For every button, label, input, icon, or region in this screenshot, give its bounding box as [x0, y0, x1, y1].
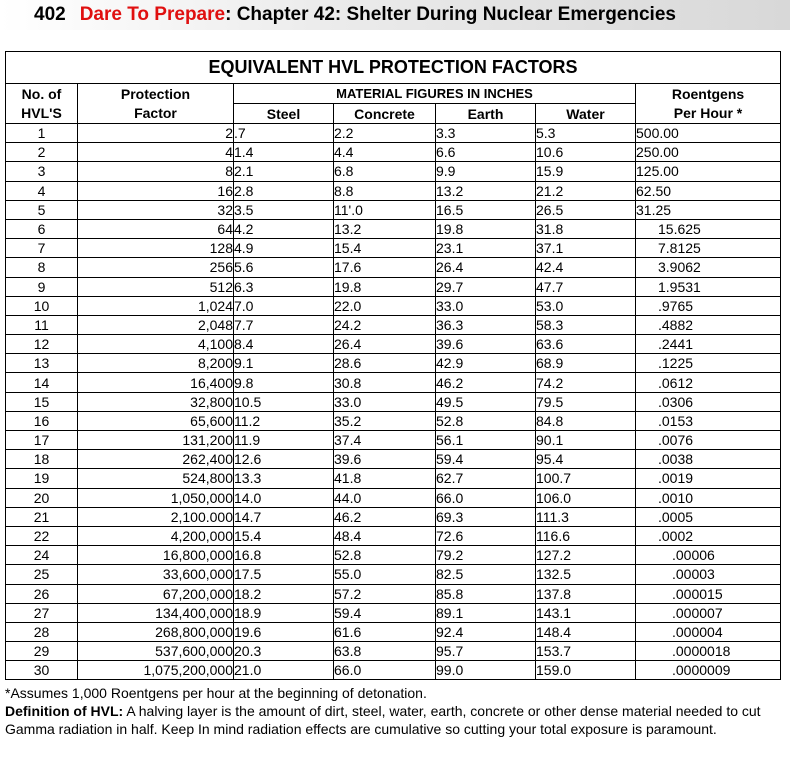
cell-water: 47.7: [536, 277, 636, 296]
cell-earth: 69.3: [436, 507, 536, 526]
table-row: [6, 354, 781, 373]
cell-roentgens: 7.8125: [636, 239, 781, 258]
cell-roentgens: .0000018: [636, 642, 781, 661]
table-row: [6, 315, 781, 334]
cell-earth: 92.4: [436, 622, 536, 641]
cell-earth: 66.0: [436, 488, 536, 507]
cell-roentgens: .2441: [636, 335, 781, 354]
cell-earth: 59.4: [436, 450, 536, 469]
cell-roentgens: .0076: [636, 431, 781, 450]
cell-roentgens: 1.9531: [636, 277, 781, 296]
cell-hvl-count: 7: [6, 239, 78, 258]
cell-water: 132.5: [536, 565, 636, 584]
col-header-pf-line2: Factor: [134, 104, 177, 121]
cell-steel: 13.3: [234, 469, 334, 488]
cell-roentgens: .00003: [636, 565, 781, 584]
cell-protection-factor: 1,024: [78, 296, 234, 315]
cell-earth: 49.5: [436, 392, 536, 411]
cell-steel: 6.3: [234, 277, 334, 296]
table-row: [6, 335, 781, 354]
cell-protection-factor: 128: [78, 239, 234, 258]
table-row: [6, 162, 781, 181]
col-header-earth: Earth: [436, 104, 536, 124]
cell-concrete: 6.8: [334, 162, 436, 181]
cell-steel: 1.4: [234, 143, 334, 162]
footer-notes: [5, 684, 795, 738]
cell-hvl-count: 2: [6, 143, 78, 162]
cell-hvl-count: 3: [6, 162, 78, 181]
cell-concrete: 63.8: [334, 642, 436, 661]
cell-earth: 33.0: [436, 296, 536, 315]
cell-concrete: 41.8: [334, 469, 436, 488]
table-row: [6, 642, 781, 661]
cell-concrete: 26.4: [334, 335, 436, 354]
cell-water: 116.6: [536, 526, 636, 545]
cell-steel: 11.2: [234, 411, 334, 430]
cell-steel: 14.7: [234, 507, 334, 526]
col-header-no-line1: No. of: [21, 85, 62, 102]
cell-earth: 62.7: [436, 469, 536, 488]
col-header-concrete: Concrete: [334, 104, 436, 124]
cell-water: 37.1: [536, 239, 636, 258]
cell-concrete: 52.8: [334, 546, 436, 565]
cell-roentgens: 125.00: [636, 162, 781, 181]
cell-concrete: 61.6: [334, 622, 436, 641]
cell-hvl-count: 4: [6, 181, 78, 200]
definition-label: Definition of HVL:: [5, 703, 124, 719]
cell-water: 143.1: [536, 603, 636, 622]
table-row: [6, 277, 781, 296]
cell-water: 68.9: [536, 354, 636, 373]
cell-steel: .7: [234, 124, 334, 143]
cell-water: 58.3: [536, 315, 636, 334]
cell-earth: 36.3: [436, 315, 536, 334]
cell-water: 100.7: [536, 469, 636, 488]
cell-hvl-count: 25: [6, 565, 78, 584]
cell-roentgens: .0010: [636, 488, 781, 507]
cell-steel: 18.2: [234, 584, 334, 603]
cell-steel: 16.8: [234, 546, 334, 565]
cell-concrete: 17.6: [334, 258, 436, 277]
cell-steel: 2.1: [234, 162, 334, 181]
cell-protection-factor: 2: [78, 124, 234, 143]
table-row: [6, 469, 781, 488]
cell-concrete: 24.2: [334, 315, 436, 334]
cell-steel: 7.7: [234, 315, 334, 334]
cell-protection-factor: 67,200,000: [78, 584, 234, 603]
cell-protection-factor: 134,400,000: [78, 603, 234, 622]
cell-roentgens: 500.00: [636, 124, 781, 143]
hvl-table: [5, 51, 781, 680]
cell-water: 137.8: [536, 584, 636, 603]
cell-steel: 12.6: [234, 450, 334, 469]
cell-earth: 82.5: [436, 565, 536, 584]
cell-earth: 13.2: [436, 181, 536, 200]
cell-hvl-count: 24: [6, 546, 78, 565]
cell-earth: 39.6: [436, 335, 536, 354]
cell-roentgens: .4882: [636, 315, 781, 334]
cell-earth: 52.8: [436, 411, 536, 430]
cell-steel: 18.9: [234, 603, 334, 622]
cell-steel: 15.4: [234, 526, 334, 545]
cell-steel: 2.8: [234, 181, 334, 200]
cell-protection-factor: 512: [78, 277, 234, 296]
cell-water: 90.1: [536, 431, 636, 450]
cell-protection-factor: 4,200,000: [78, 526, 234, 545]
cell-steel: 11.9: [234, 431, 334, 450]
cell-earth: 56.1: [436, 431, 536, 450]
cell-steel: 4.2: [234, 219, 334, 238]
cell-steel: 14.0: [234, 488, 334, 507]
cell-hvl-count: 21: [6, 507, 78, 526]
cell-roentgens: .0038: [636, 450, 781, 469]
cell-hvl-count: 15: [6, 392, 78, 411]
cell-concrete: 8.8: [334, 181, 436, 200]
cell-concrete: 15.4: [334, 239, 436, 258]
cell-earth: 79.2: [436, 546, 536, 565]
cell-protection-factor: 32: [78, 200, 234, 219]
definition-text: A halving layer is the amount of dirt, steel, water, earth, concrete or other dense material needed to cut Gamma radiation in half. Keep In mind radiation effects are cumulative so cutting your total exposure is paramount.: [5, 703, 761, 737]
cell-earth: 19.8: [436, 219, 536, 238]
col-header-steel: Steel: [234, 104, 334, 124]
cell-hvl-count: 20: [6, 488, 78, 507]
cell-protection-factor: 256: [78, 258, 234, 277]
cell-roentgens: .000015: [636, 584, 781, 603]
cell-hvl-count: 16: [6, 411, 78, 430]
cell-water: 10.6: [536, 143, 636, 162]
cell-water: 79.5: [536, 392, 636, 411]
col-header-r-line2: Per Hour *: [673, 104, 743, 121]
cell-concrete: 19.8: [334, 277, 436, 296]
cell-roentgens: .0005: [636, 507, 781, 526]
table-row: [6, 661, 781, 680]
cell-earth: 46.2: [436, 373, 536, 392]
table-row: [6, 373, 781, 392]
cell-hvl-count: 9: [6, 277, 78, 296]
cell-earth: 72.6: [436, 526, 536, 545]
cell-water: 84.8: [536, 411, 636, 430]
table-row: [6, 565, 781, 584]
cell-hvl-count: 11: [6, 315, 78, 334]
cell-water: 127.2: [536, 546, 636, 565]
table-row: [6, 507, 781, 526]
cell-concrete: 44.0: [334, 488, 436, 507]
table-row: [6, 392, 781, 411]
table-row: [6, 450, 781, 469]
cell-earth: 6.6: [436, 143, 536, 162]
cell-hvl-count: 22: [6, 526, 78, 545]
cell-steel: 4.9: [234, 239, 334, 258]
cell-roentgens: .00006: [636, 546, 781, 565]
cell-roentgens: .000007: [636, 603, 781, 622]
cell-earth: 16.5: [436, 200, 536, 219]
cell-earth: 95.7: [436, 642, 536, 661]
table-row: [6, 622, 781, 641]
cell-protection-factor: 65,600: [78, 411, 234, 430]
cell-earth: 23.1: [436, 239, 536, 258]
table-row: [6, 239, 781, 258]
cell-water: 159.0: [536, 661, 636, 680]
col-header-no-line2: HVL'S: [21, 104, 62, 121]
cell-hvl-count: 28: [6, 622, 78, 641]
cell-protection-factor: 16: [78, 181, 234, 200]
cell-protection-factor: 16,800,000: [78, 546, 234, 565]
cell-protection-factor: 268,800,000: [78, 622, 234, 641]
cell-steel: 20.3: [234, 642, 334, 661]
col-header-pf-line1: Protection: [120, 85, 191, 102]
chapter-title: : Chapter 42: Shelter During Nuclear Emergencies: [225, 4, 676, 25]
cell-steel: 9.1: [234, 354, 334, 373]
cell-protection-factor: 8,200: [78, 354, 234, 373]
cell-protection-factor: 16,400: [78, 373, 234, 392]
cell-hvl-count: 8: [6, 258, 78, 277]
cell-earth: 99.0: [436, 661, 536, 680]
cell-concrete: 22.0: [334, 296, 436, 315]
cell-hvl-count: 30: [6, 661, 78, 680]
cell-protection-factor: 4,100: [78, 335, 234, 354]
table-row: [6, 124, 781, 143]
cell-roentgens: .000004: [636, 622, 781, 641]
cell-concrete: 4.4: [334, 143, 436, 162]
cell-concrete: 66.0: [334, 661, 436, 680]
cell-steel: 5.6: [234, 258, 334, 277]
table-row: [6, 143, 781, 162]
cell-protection-factor: 524,800: [78, 469, 234, 488]
group-header-material-figures: MATERIAL FIGURES IN INCHES: [234, 84, 636, 104]
cell-concrete: 39.6: [334, 450, 436, 469]
cell-steel: 17.5: [234, 565, 334, 584]
cell-roentgens: 3.9062: [636, 258, 781, 277]
cell-hvl-count: 19: [6, 469, 78, 488]
table-row: [6, 488, 781, 507]
cell-hvl-count: 18: [6, 450, 78, 469]
cell-roentgens: 62.50: [636, 181, 781, 200]
cell-protection-factor: 64: [78, 219, 234, 238]
cell-hvl-count: 5: [6, 200, 78, 219]
cell-water: 5.3: [536, 124, 636, 143]
page-number: 402: [34, 4, 66, 25]
cell-roentgens: .0002: [636, 526, 781, 545]
table-row: [6, 584, 781, 603]
cell-water: 148.4: [536, 622, 636, 641]
cell-concrete: 48.4: [334, 526, 436, 545]
cell-concrete: 2.2: [334, 124, 436, 143]
cell-hvl-count: 1: [6, 124, 78, 143]
cell-roentgens: .0153: [636, 411, 781, 430]
cell-hvl-count: 12: [6, 335, 78, 354]
cell-hvl-count: 14: [6, 373, 78, 392]
cell-concrete: 55.0: [334, 565, 436, 584]
cell-concrete: 11'.0: [334, 200, 436, 219]
cell-steel: 8.4: [234, 335, 334, 354]
cell-water: 111.3: [536, 507, 636, 526]
cell-water: 153.7: [536, 642, 636, 661]
table-row: [6, 258, 781, 277]
cell-roentgens: .0612: [636, 373, 781, 392]
cell-concrete: 59.4: [334, 603, 436, 622]
cell-concrete: 37.4: [334, 431, 436, 450]
cell-hvl-count: 27: [6, 603, 78, 622]
cell-hvl-count: 29: [6, 642, 78, 661]
cell-concrete: 35.2: [334, 411, 436, 430]
cell-water: 95.4: [536, 450, 636, 469]
cell-protection-factor: 131,200: [78, 431, 234, 450]
cell-protection-factor: 33,600,000: [78, 565, 234, 584]
cell-water: 21.2: [536, 181, 636, 200]
cell-steel: 21.0: [234, 661, 334, 680]
cell-earth: 3.3: [436, 124, 536, 143]
cell-roentgens: .1225: [636, 354, 781, 373]
cell-water: 106.0: [536, 488, 636, 507]
cell-water: 26.5: [536, 200, 636, 219]
cell-earth: 89.1: [436, 603, 536, 622]
cell-steel: 3.5: [234, 200, 334, 219]
cell-earth: 9.9: [436, 162, 536, 181]
col-header-r-line1: Roentgens: [671, 85, 745, 102]
cell-roentgens: .0000009: [636, 661, 781, 680]
table-row: [6, 526, 781, 545]
cell-concrete: 28.6: [334, 354, 436, 373]
cell-hvl-count: 17: [6, 431, 78, 450]
cell-earth: 29.7: [436, 277, 536, 296]
cell-protection-factor: 1,075,200,000: [78, 661, 234, 680]
table-row: [6, 411, 781, 430]
footnote: *Assumes 1,000 Roentgens per hour at the beginning of detonation.: [5, 685, 427, 701]
cell-protection-factor: 262,400: [78, 450, 234, 469]
cell-roentgens: 250.00: [636, 143, 781, 162]
cell-roentgens: 31.25: [636, 200, 781, 219]
cell-water: 63.6: [536, 335, 636, 354]
cell-roentgens: .9765: [636, 296, 781, 315]
cell-roentgens: .0306: [636, 392, 781, 411]
cell-hvl-count: 10: [6, 296, 78, 315]
cell-protection-factor: 537,600,000: [78, 642, 234, 661]
cell-hvl-count: 26: [6, 584, 78, 603]
cell-steel: 7.0: [234, 296, 334, 315]
cell-water: 42.4: [536, 258, 636, 277]
cell-protection-factor: 4: [78, 143, 234, 162]
cell-water: 74.2: [536, 373, 636, 392]
table-title: EQUIVALENT HVL PROTECTION FACTORS: [6, 52, 781, 84]
cell-protection-factor: 32,800: [78, 392, 234, 411]
cell-water: 15.9: [536, 162, 636, 181]
cell-roentgens: 15.625: [636, 219, 781, 238]
table-body: [6, 124, 781, 680]
table-row: [6, 200, 781, 219]
cell-protection-factor: 8: [78, 162, 234, 181]
page-header: [0, 0, 790, 30]
col-header-no-of-hvls: [6, 84, 78, 124]
cell-water: 31.8: [536, 219, 636, 238]
table-row: [6, 546, 781, 565]
book-title: Dare To Prepare: [79, 4, 226, 25]
table-row: [6, 296, 781, 315]
cell-steel: 10.5: [234, 392, 334, 411]
table-row: [6, 431, 781, 450]
cell-roentgens: .0019: [636, 469, 781, 488]
cell-concrete: 46.2: [334, 507, 436, 526]
col-header-water: Water: [536, 104, 636, 124]
cell-protection-factor: 2,100.000: [78, 507, 234, 526]
col-header-roentgens: [636, 84, 781, 124]
cell-protection-factor: 2,048: [78, 315, 234, 334]
cell-concrete: 33.0: [334, 392, 436, 411]
cell-earth: 42.9: [436, 354, 536, 373]
cell-steel: 19.6: [234, 622, 334, 641]
cell-earth: 26.4: [436, 258, 536, 277]
cell-water: 53.0: [536, 296, 636, 315]
cell-concrete: 30.8: [334, 373, 436, 392]
definition-paragraph: [5, 702, 795, 738]
cell-steel: 9.8: [234, 373, 334, 392]
table-row: [6, 603, 781, 622]
cell-concrete: 13.2: [334, 219, 436, 238]
cell-protection-factor: 1,050,000: [78, 488, 234, 507]
col-header-protection-factor: [78, 84, 234, 124]
cell-hvl-count: 6: [6, 219, 78, 238]
table-row: [6, 219, 781, 238]
cell-earth: 85.8: [436, 584, 536, 603]
cell-hvl-count: 13: [6, 354, 78, 373]
table-row: [6, 181, 781, 200]
cell-concrete: 57.2: [334, 584, 436, 603]
